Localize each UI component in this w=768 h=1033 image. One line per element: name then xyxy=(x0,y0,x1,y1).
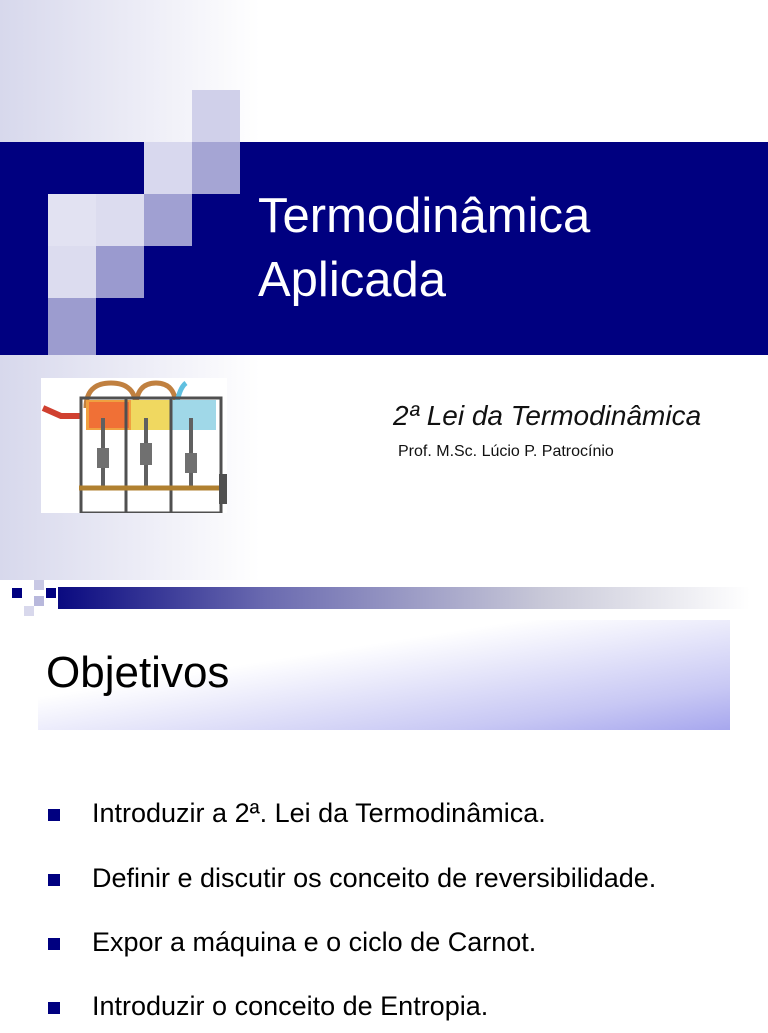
bullet-square-icon xyxy=(48,874,60,886)
slide-title-line2: Aplicada xyxy=(258,253,446,307)
bullet-square-icon xyxy=(48,1002,60,1014)
decor-square xyxy=(96,246,144,298)
list-item-text: Expor a máquina e o ciclo de Carnot. xyxy=(92,927,537,957)
decor-square xyxy=(48,246,96,298)
decor-square xyxy=(144,142,192,194)
decor-square xyxy=(34,580,44,590)
decor-square xyxy=(48,194,96,246)
slide-author: Prof. M.Sc. Lúcio P. Patrocínio xyxy=(398,443,614,460)
decor-square xyxy=(48,298,96,355)
list-item-text: Definir e discutir os conceito de reversibilidade. xyxy=(92,863,657,893)
engine-illustration xyxy=(41,378,227,513)
decor-square xyxy=(46,588,56,598)
bullet-square-icon xyxy=(48,809,60,821)
list-item xyxy=(0,855,768,905)
decor-square xyxy=(0,194,48,246)
list-item xyxy=(0,983,768,1033)
decor-square xyxy=(12,588,22,598)
list-item xyxy=(0,919,768,969)
decor-square xyxy=(192,142,240,194)
engine-icon xyxy=(41,378,227,513)
list-item-text: Introduzir a 2ª. Lei da Termodinâmica. xyxy=(92,798,546,828)
objectives-title: Objetivos xyxy=(46,648,230,697)
decor-square xyxy=(34,596,44,606)
slide-title-line1: Termodinâmica xyxy=(258,189,591,243)
decor-square xyxy=(96,194,144,246)
decor-square xyxy=(24,606,34,616)
slide-subtitle: 2ª Lei da Termodinâmica xyxy=(393,400,702,431)
decor-square xyxy=(144,194,192,246)
decor-square xyxy=(192,90,240,142)
bullet-square-icon xyxy=(48,938,60,950)
list-item xyxy=(0,790,768,840)
list-item-text: Introduzir o conceito de Entropia. xyxy=(92,991,489,1021)
gradient-bar xyxy=(58,587,750,609)
